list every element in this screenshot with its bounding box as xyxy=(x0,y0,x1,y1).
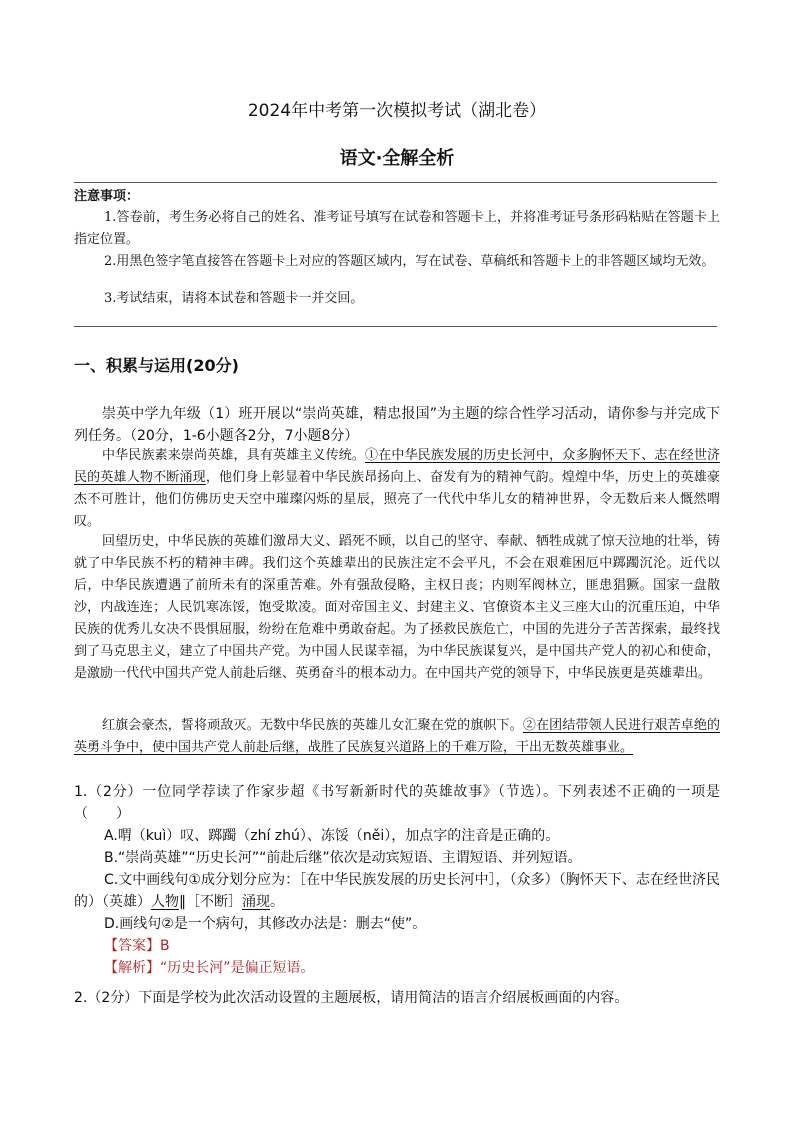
passage-text: ，他们身上彰显着中华民族昂扬向上、奋发有为的精神气韵。煌煌中华，历史上的英雄豪杰不可胜计，他们仿佛历史天空中璀璨闪烁的星辰，照亮了一代代中华儿女的精神世界，令无数后来人慨然喟叹。 xyxy=(74,470,720,529)
option-c-text: ‖［不断］ xyxy=(179,894,242,910)
option-c xyxy=(74,869,720,913)
analysis-line xyxy=(74,957,720,979)
exam-subtitle: 语文·全解全析 xyxy=(339,148,455,169)
question-stem: 1.（2分）一位同学荐读了作家步超《书写新新时代的英雄故事》（节选）。下列表述不正确的一项是（ ） xyxy=(74,784,720,822)
passage-paragraph: 回望历史，中华民族的英雄们激昂大义、蹈死不顾，以自己的坚守、奉献、牺牲成就了惊天泣地的壮举，铸就了中华民族不朽的精神丰碑。我们这个英雄辈出的民族注定不会平凡，不会在艰难困厄中踯躅沉沦。近代以后，中华民族遭遇了前所未有的深重苦难。外有强敌侵略，主权日丧；内则军阀林立，匪患猖獗。国家一盘散沙，内战连连；人民饥寒冻馁，饱受欺凌。面对帝国主义、封建主义、官僚资本主义三座大山的沉重压迫，中华民族的优秀儿女决不畏惧屈服，纷纷在危难中勇敢奋起。为了拯救民族危亡，中国的先进分子苦苦探索，最终找到了马克思主义，建立了中国共产党。为中国人民谋幸福，为中华民族谋复兴，是中国共产党人的初心和使命，是激励一代代中国共产党人前赴后继、英勇奋斗的根本动力。在中国共产党的领导下，中华民族更是英雄辈出。 xyxy=(74,534,720,681)
analysis-tag: 【解析】 xyxy=(104,960,160,976)
question-2: 2.（2分）下面是学校为此次活动设置的主题展板，请用简洁的语言介绍展板画面的内容。 xyxy=(74,990,629,1006)
option-c-predicate: 涌现 xyxy=(242,894,270,910)
passage-text: 中华民族素来崇尚英雄，具有英雄主义传统。 xyxy=(102,448,366,463)
notice-heading: 注意事项： xyxy=(74,189,140,204)
exam-title: 2024年中考第一次模拟考试（湖北卷） xyxy=(247,101,547,121)
divider-bottom xyxy=(74,326,717,327)
answer-tag: 【答案】 xyxy=(104,938,160,954)
section-intro: 崇英中学九年级（1）班开展以“崇尚英雄，精忠报国”为主题的综合性学习活动，请你参与并完成下列任务。（20分，1-6小题各2分，7小题8分） xyxy=(74,406,720,444)
notice-item: 3.考试结束，请将本试卷和答题卡一并交回。 xyxy=(104,291,364,306)
divider-top xyxy=(74,182,717,183)
answer-line xyxy=(74,935,720,957)
option-c-subject: 人物 xyxy=(151,894,179,910)
answer-value: B xyxy=(160,938,170,954)
option-c-text: C.文中画线句①成分划分应为：［在中华民族发展的历史长河中］，（众多）（胸怀天下、志在经世济民的）（英雄） xyxy=(74,872,720,910)
notice-item: 1.答卷前，考生务必将自己的姓名、准考证号填写在试卷和答题卡上，并将准考证号条形码粘贴在答题卡上指定位置。 xyxy=(74,210,720,247)
analysis-text: “历史长河”是偏正短语。 xyxy=(160,960,315,976)
section-heading: 一、积累与运用(20分) xyxy=(74,356,239,375)
option-d: D.画线句②是一个病句，其修改办法是：删去“使”。 xyxy=(104,916,427,932)
passage-paragraph xyxy=(74,715,720,759)
passage-paragraph xyxy=(74,445,720,533)
option-a: A.喟（kuì）叹、踯躅（zhí zhú）、冻馁（něi），加点字的注音是正确的。 xyxy=(104,828,560,844)
option-c-text: 。 xyxy=(270,894,284,910)
passage-text: 红旗会豪杰，誓将顽敌灭。无数中华民族的英雄儿女汇聚在党的旗帜下。 xyxy=(102,718,523,733)
underlined-sentence-1: ①在中华民族发展的历史长河中，众多胸怀天下、志在经世济民的英雄人物不断涌现 xyxy=(74,448,720,485)
option-b: B.“崇尚英雄”“历史长河”“前赴后继”依次是动宾短语、主谓短语、并列短语。 xyxy=(104,850,582,866)
underlined-sentence-2: ②在团结带领人民进行艰苦卓绝的英勇斗争中，使中国共产党人前赴后继，战胜了民族复兴道路上的千难万险，干出无数英雄事业。 xyxy=(74,718,720,755)
question-1 xyxy=(74,781,720,979)
notice-item: 2.用黑色签字笔直接答在答题卡上对应的答题区域内，写在试卷、草稿纸和答题卡上的非答题区域均无效。 xyxy=(104,254,715,269)
